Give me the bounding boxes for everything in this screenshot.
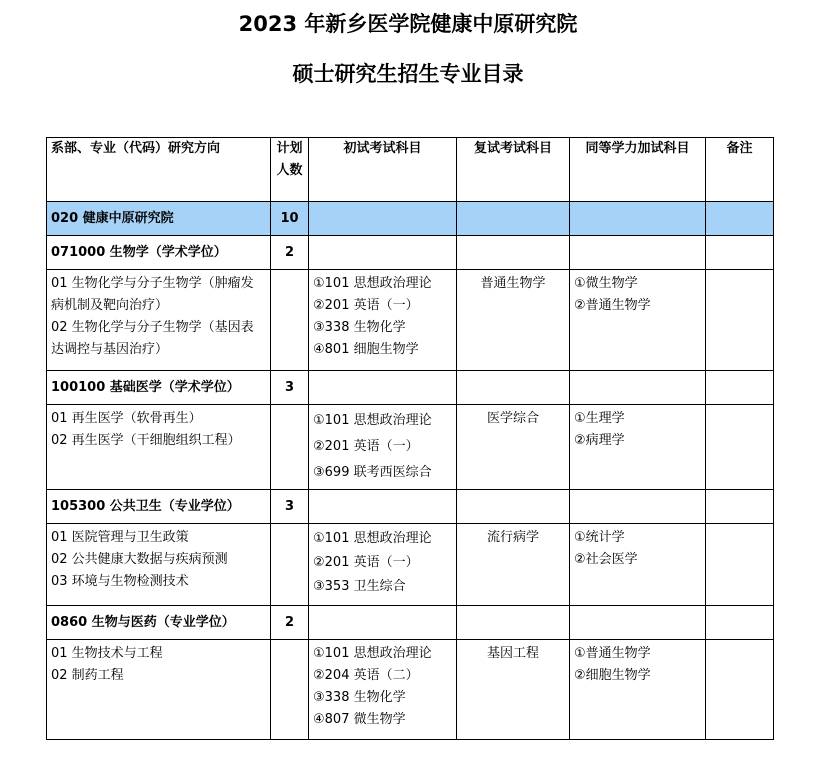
department-row [47,202,774,236]
first-exam-item: ②204 英语（二） [313,668,419,683]
first-exam-item: ③699 联考西医综合 [313,465,432,480]
note-cell [706,405,774,490]
first-exam-item: ②201 英语（一） [313,298,419,313]
major-detail-row [47,524,774,606]
header-direction: 系部、专业（代码）研究方向 [47,138,271,202]
first-exam-item: ④801 细胞生物学 [313,342,419,357]
major-row [47,490,774,524]
first-exam-item: ①101 思想政治理论 [313,646,432,661]
direction-item: 02 公共健康大数据与疾病预测 [51,552,228,567]
header-row [47,138,774,202]
major-row [47,371,774,405]
equivalent-exam-list [570,640,706,740]
catalog-table [46,137,774,740]
first-exam-list [309,524,457,606]
header-note: 备注 [706,138,774,202]
direction-item: 02 再生医学（干细胞组织工程） [51,433,241,448]
first-exam-item: ①101 思想政治理论 [313,276,432,291]
direction-item: 01 医院管理与卫生政策 [51,530,189,545]
second-exam: 医学综合 [457,405,570,490]
department-count: 10 [271,202,309,236]
first-exam-item: ③338 生物化学 [313,690,406,705]
major-row [47,606,774,640]
major-detail-row [47,405,774,490]
header-second-exam: 复试考试科目 [457,138,570,202]
equivalent-exam-item: ①普通生物学 [574,646,651,661]
header-first-exam: 初试考试科目 [309,138,457,202]
equivalent-exam-item: ①生理学 [574,411,625,426]
major-count: 3 [271,490,309,524]
equivalent-exam-item: ②病理学 [574,433,625,448]
equivalent-exam-item: ②细胞生物学 [574,668,651,683]
direction-item: 01 生物技术与工程 [51,646,163,661]
second-exam: 普通生物学 [457,270,570,371]
equivalent-exam-list [570,405,706,490]
second-exam: 基因工程 [457,640,570,740]
first-exam-list [309,270,457,371]
first-exam-item: ③338 生物化学 [313,320,406,335]
header-plan [271,138,309,202]
header-plan-line1: 计划 [276,141,303,156]
direction-item: 01 再生医学（软骨再生） [51,411,202,426]
direction-item: 02 制药工程 [51,668,124,683]
major-count: 3 [271,371,309,405]
note-cell [706,270,774,371]
direction-item: 02 生物化学与分子生物学（基因表达调控与基因治疗） [51,320,254,357]
major-name: 100100 基础医学（学术学位） [47,371,271,405]
major-name: 105300 公共卫生（专业学位） [47,490,271,524]
first-exam-list [309,405,457,490]
department-name: 020 健康中原研究院 [47,202,271,236]
major-row [47,236,774,270]
direction-item: 01 生物化学与分子生物学（肿瘤发病机制及靶向治疗） [51,276,254,313]
direction-item: 03 环境与生物检测技术 [51,574,189,589]
header-plan-line2: 人数 [276,163,303,178]
header-equivalent-exam: 同等学力加试科目 [570,138,706,202]
direction-list [47,640,271,740]
major-count: 2 [271,606,309,640]
equivalent-exam-item: ②普通生物学 [574,298,651,313]
equivalent-exam-item: ①微生物学 [574,276,638,291]
equivalent-exam-list [570,524,706,606]
first-exam-item: ①101 思想政治理论 [313,531,432,546]
equivalent-exam-item: ②社会医学 [574,552,638,567]
equivalent-exam-list [570,270,706,371]
page-title: 2023 年新乡医学院健康中原研究院 [238,12,578,36]
major-detail-row [47,270,774,371]
direction-list [47,405,271,490]
first-exam-list [309,640,457,740]
direction-list [47,270,271,371]
page-subtitle: 硕士研究生招生专业目录 [292,62,524,86]
note-cell [706,640,774,740]
first-exam-item: ①101 思想政治理论 [313,413,432,428]
second-exam: 流行病学 [457,524,570,606]
major-name: 0860 生物与医药（专业学位） [47,606,271,640]
first-exam-item: ③353 卫生综合 [313,579,406,594]
note-cell [706,524,774,606]
major-name: 071000 生物学（学术学位） [47,236,271,270]
major-count: 2 [271,236,309,270]
first-exam-item: ②201 英语（一） [313,439,419,454]
first-exam-item: ④807 微生物学 [313,712,406,727]
equivalent-exam-item: ①统计学 [574,530,625,545]
direction-list [47,524,271,606]
major-detail-row [47,640,774,740]
first-exam-item: ②201 英语（一） [313,555,419,570]
